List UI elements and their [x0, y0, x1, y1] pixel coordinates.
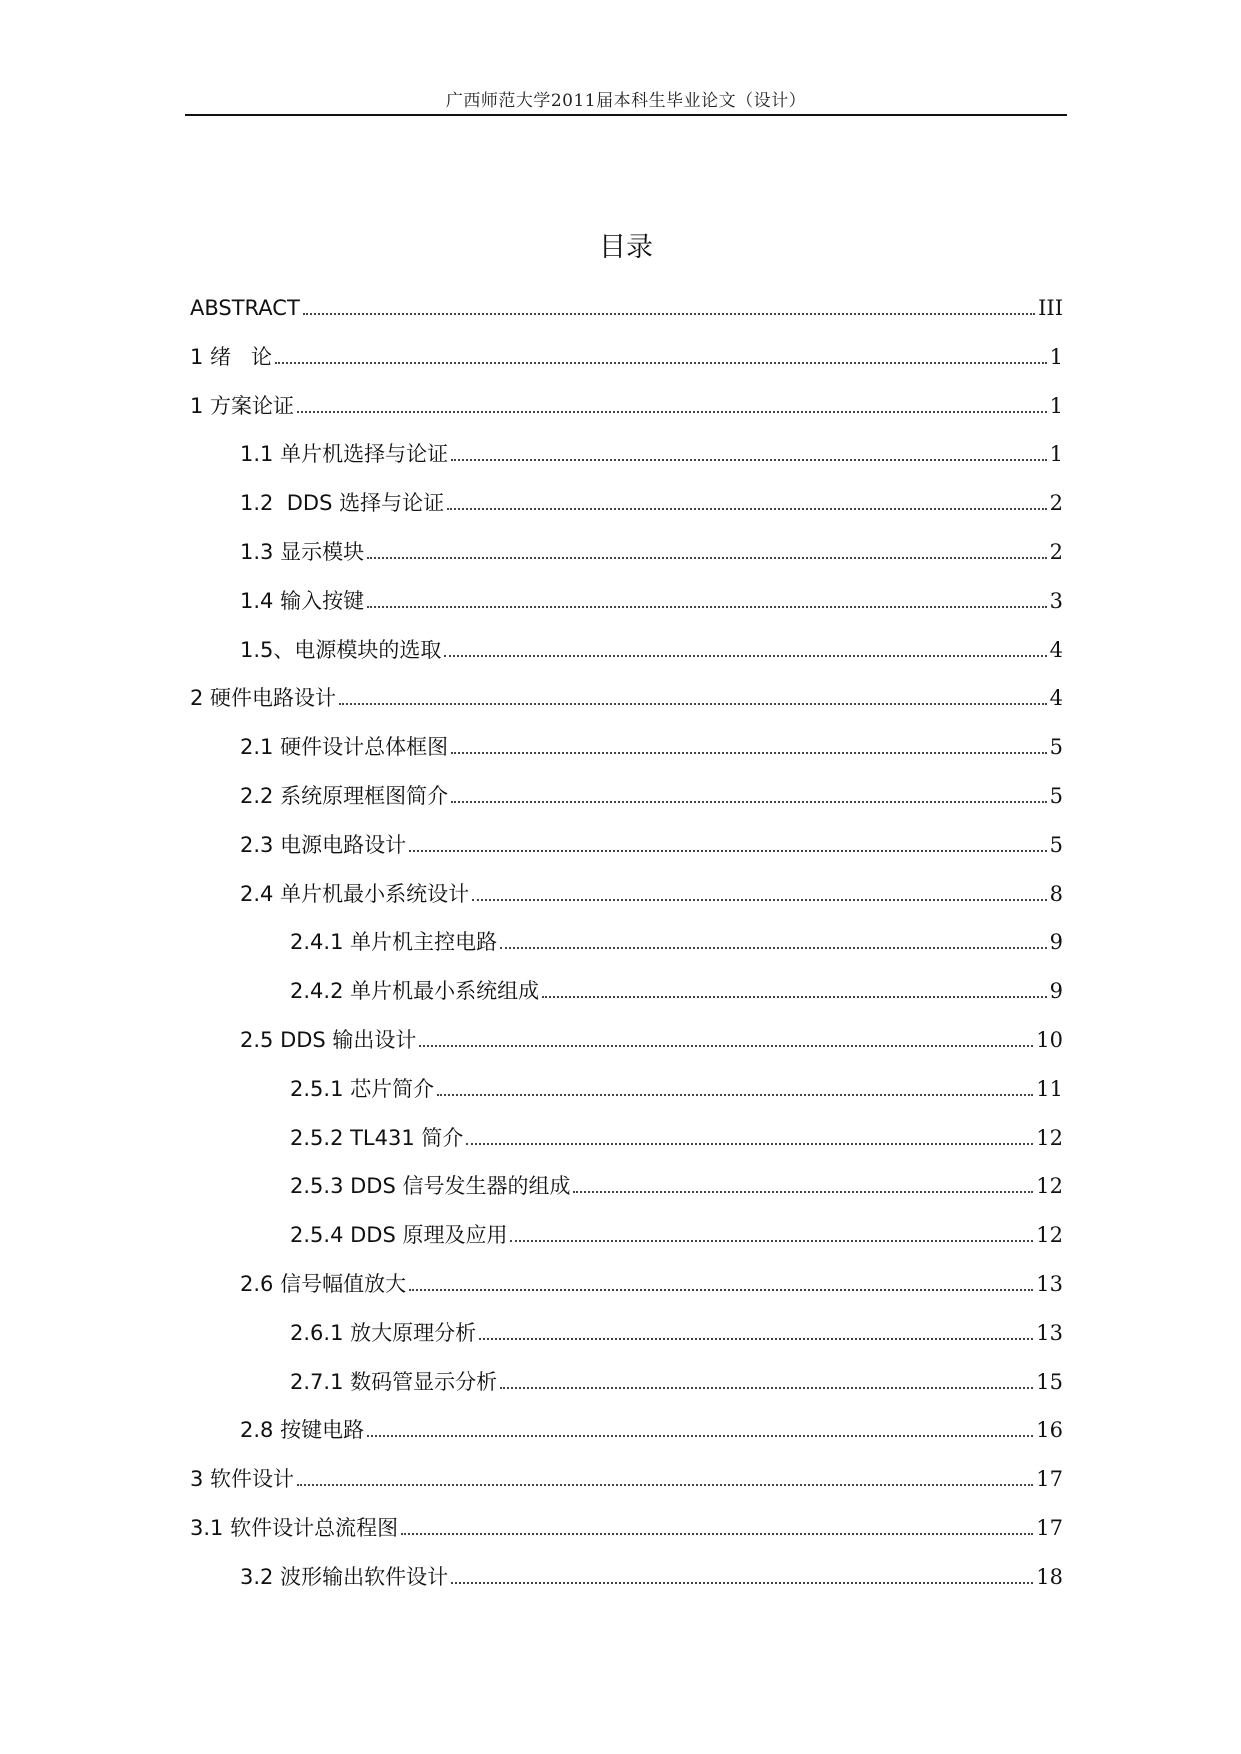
toc-entry[interactable] — [240, 873, 1063, 907]
toc-entry[interactable] — [240, 1556, 1063, 1590]
toc-entry[interactable] — [290, 1361, 1063, 1395]
dot-leader — [472, 899, 1047, 901]
dot-leader — [451, 801, 1047, 803]
toc-entry-label: 1.4 输入按键 — [240, 588, 365, 613]
toc-entry-page: 2 — [1049, 491, 1063, 516]
toc-entry-label: 2.5.3 DDS 信号发生器的组成 — [290, 1174, 571, 1199]
toc-entry-label: 1 方案论证 — [190, 393, 295, 418]
toc-entry-label: 3.1 软件设计总流程图 — [190, 1516, 399, 1540]
toc-entry[interactable] — [290, 1214, 1063, 1248]
dot-leader — [303, 313, 1035, 315]
toc-entry-page: 2 — [1049, 540, 1063, 564]
toc-entry-label: 2.3 电源电路设计 — [240, 832, 407, 857]
toc-entry[interactable] — [290, 970, 1063, 1004]
dot-leader — [542, 996, 1047, 998]
dot-leader — [401, 1533, 1033, 1535]
toc-entry-label: 2.4.1 单片机主控电路 — [290, 930, 498, 955]
toc-entry-page: 8 — [1049, 881, 1063, 906]
toc-entry-page: 5 — [1049, 735, 1063, 760]
toc-entry[interactable] — [290, 1312, 1063, 1346]
toc-entry-label: 2.5 DDS 输出设计 — [240, 1028, 417, 1052]
toc-entry[interactable] — [190, 287, 1063, 321]
toc-entry-label: 2.4 单片机最小系统设计 — [240, 881, 470, 906]
dot-leader — [275, 362, 1047, 364]
toc-entry-page: 1 — [1049, 442, 1063, 467]
dot-leader — [367, 557, 1047, 559]
dot-leader — [479, 1338, 1033, 1340]
toc-entry-label: 1.2 DDS 选择与论证 — [240, 491, 445, 516]
toc-entry[interactable] — [190, 677, 1063, 711]
toc-entry[interactable] — [240, 1263, 1063, 1297]
dot-leader — [510, 1240, 1033, 1242]
toc-entry-page: III — [1038, 296, 1063, 320]
toc-entry-label: 2 硬件电路设计 — [190, 686, 337, 711]
toc-entry-label: 2.7.1 数码管显示分析 — [290, 1369, 498, 1394]
toc-entry-page: 17 — [1036, 1467, 1063, 1492]
toc-entry[interactable] — [240, 482, 1063, 516]
toc-entry[interactable] — [290, 1165, 1063, 1199]
toc-entry-label: 1.1 单片机选择与论证 — [240, 442, 449, 467]
dot-leader — [573, 1191, 1033, 1193]
toc-entry-label: 2.4.2 单片机最小系统组成 — [290, 979, 540, 1004]
dot-leader — [297, 411, 1047, 413]
toc-entry-label: 2.5.4 DDS 原理及应用 — [290, 1223, 508, 1248]
toc-entry-label: 2.8 按键电路 — [240, 1418, 365, 1443]
toc-entry[interactable] — [190, 1458, 1063, 1492]
toc-entry-page: 9 — [1049, 979, 1063, 1004]
toc-entry-label: 1.5、电源模块的选取 — [240, 637, 442, 662]
dot-leader — [409, 1289, 1033, 1291]
dot-leader — [297, 1484, 1033, 1486]
toc-entry[interactable] — [240, 824, 1063, 858]
toc-entry-page: 13 — [1036, 1272, 1063, 1296]
dot-leader — [367, 1435, 1033, 1437]
dot-leader — [367, 606, 1047, 608]
toc-entry-page: 16 — [1036, 1418, 1063, 1443]
toc-entry-label: 2.5.2 TL431 简介 — [290, 1125, 464, 1150]
toc-entry-label: 3.2 波形输出软件设计 — [240, 1564, 449, 1589]
toc-entry[interactable] — [290, 1068, 1063, 1102]
toc-entry-page: 9 — [1049, 930, 1063, 955]
toc-entry-label: 2.2 系统原理框图简介 — [240, 784, 449, 808]
dot-leader — [451, 459, 1047, 461]
toc-entry[interactable] — [240, 433, 1063, 467]
toc-entry-page: 12 — [1036, 1174, 1063, 1199]
toc-entry-page: 13 — [1036, 1320, 1063, 1345]
toc-entry-label: 3 软件设计 — [190, 1467, 295, 1492]
toc-entry[interactable] — [290, 1117, 1063, 1151]
toc-entry[interactable] — [190, 385, 1063, 419]
toc-entry-label: 2.5.1 芯片简介 — [290, 1076, 435, 1101]
toc-entry-page: 5 — [1049, 784, 1063, 808]
toc-title: 目录 — [599, 232, 653, 263]
dot-leader — [409, 850, 1047, 852]
toc-entry-page: 18 — [1036, 1564, 1063, 1589]
toc-entry-page: 4 — [1049, 637, 1063, 662]
dot-leader — [419, 1045, 1033, 1047]
toc-entry-label: 2.1 硬件设计总体框图 — [240, 735, 449, 760]
toc-entry-page: 4 — [1049, 686, 1063, 711]
toc-entry[interactable] — [240, 629, 1063, 663]
toc-entry-page: 1 — [1049, 393, 1063, 418]
dot-leader — [500, 1387, 1033, 1389]
toc-entry-page: 11 — [1036, 1076, 1063, 1101]
toc-entry-label: 2.6.1 放大原理分析 — [290, 1320, 477, 1345]
dot-leader — [437, 1094, 1033, 1096]
toc-entry-page: 5 — [1049, 832, 1063, 857]
toc-entry[interactable] — [190, 1507, 1063, 1541]
toc-entry[interactable] — [290, 921, 1063, 955]
toc-entry[interactable] — [240, 726, 1063, 760]
toc-entry-page: 17 — [1036, 1516, 1063, 1540]
toc-entry-page: 12 — [1036, 1125, 1063, 1150]
toc-entry-page: 1 — [1049, 344, 1063, 369]
toc-entry-label: 1 绪 论 — [190, 344, 273, 369]
toc-entry[interactable] — [240, 580, 1063, 614]
toc-entry-page: 10 — [1036, 1028, 1063, 1052]
dot-leader — [451, 1582, 1033, 1584]
dot-leader — [451, 752, 1047, 754]
toc-entry[interactable] — [240, 775, 1063, 809]
toc-entry[interactable] — [240, 1409, 1063, 1443]
toc-entry-page: 15 — [1036, 1369, 1063, 1394]
dot-leader — [444, 655, 1046, 657]
toc-entry[interactable] — [240, 531, 1063, 565]
dot-leader — [339, 703, 1047, 705]
dot-leader — [466, 1143, 1033, 1145]
toc-entry-page: 3 — [1049, 588, 1063, 613]
toc-entry-label: 2.6 信号幅值放大 — [240, 1272, 407, 1296]
toc-entry-page: 12 — [1036, 1223, 1063, 1248]
running-header: 广西师范大学2011届本科生毕业论文（设计） — [445, 91, 807, 111]
toc-entry-label: ABSTRACT — [190, 296, 300, 320]
dot-leader — [447, 508, 1047, 510]
toc-entry[interactable] — [190, 336, 1063, 370]
dot-leader — [500, 947, 1047, 949]
toc-entry[interactable] — [240, 1019, 1063, 1053]
toc-entry-label: 1.3 显示模块 — [240, 540, 365, 564]
